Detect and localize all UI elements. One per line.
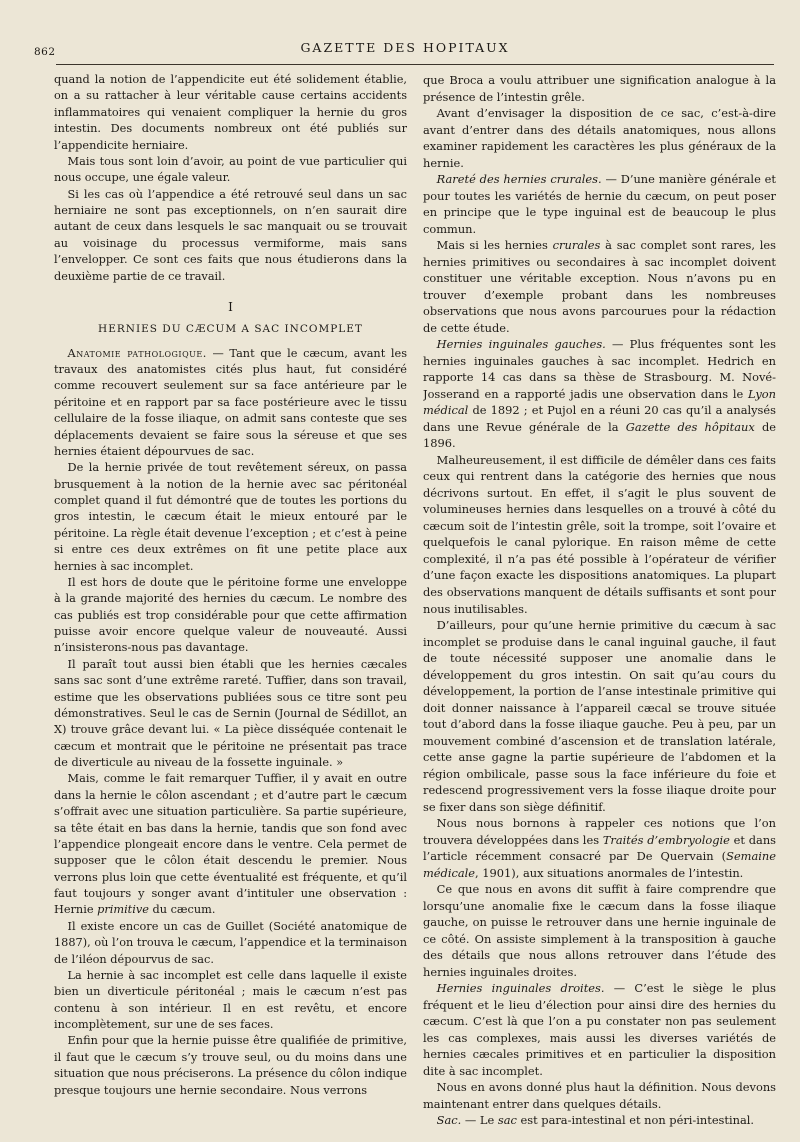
section-title: HERNIES DU CÆCUM A SAC INCOMPLET: [98, 323, 363, 336]
paragraph: Hernies inguinales gauches. — Plus fréquentes sont les hernies inguinales gauches à sac incomplet. Hedrich en rapporte 14 cas dans sa thèse de Strasbourg. M. Nové-Josserand en a rapporté jadis une observation dans le Lyon médical de 1892 ; et Pujol en a réuni 20 cas qu’il a analysés dans une Revue générale de la Gazette des hôpitaux de 1896.: [423, 337, 776, 451]
paragraph: Il paraît tout aussi bien établi que les hernies cæcales sans sac sont d’une extrême rareté. Tuffier, dans son travail, estime que les observations publiées sous ce titre sont peu démonstratives. Seul le cas de Sernin (Journal de Sédillot, an X) trouve grâce devant lui. « La pièce disséquée contenait le cæcum et montrait que le péritoine ne présentait pas trace de diverticule au niveau de la fossette inguinale. »: [54, 657, 407, 769]
section-number: I: [228, 299, 233, 314]
paragraph: Mais, comme le fait remarquer Tuffier, il y avait en outre dans la hernie le côlon ascendant ; et d’autre part le cæcum s’offrait avec une situation particulière. Sa partie supérieure, sa tête était en bas dans la hernie, tandis que son fond avec l’appendice plongeait encore dans le ventre. Cela permet de supposer que le côlon était descendu le premier. Nous verrons plus loin que cette éventualité est fréquente, et qu’il faut toujours y songer avant d’intituler une observation : Hernie primitive du cæcum.: [54, 772, 407, 917]
page-number: 862: [34, 46, 56, 58]
paragraph: Si les cas où l’appendice a été retrouvé seul dans un sac herniaire ne sont pas exceptionnels, on n’en saurait dire autant de ceux dans lesquels le sac manquait ou se trouvait au voisinage du processus vermiforme, mais sans l’envelopper. Ce sont ces faits que nous étudierons dans la deuxième partie de ce travail.: [54, 187, 407, 283]
paragraph: Enfin pour que la hernie puisse être qualifiée de primitive, il faut que le cæcum s’y trouve seul, ou du moins dans une situation que nous préciserons. La présence du côlon indique presque toujours une hernie secondaire. Nous verrons: [54, 1034, 407, 1097]
paragraph: Nous nous bornons à rappeler ces notions que l’on trouvera développées dans les Traités d’embryologie et dans l’article récemment consacré par De Quervain (Semaine médicale, 1901), aux situations anormales de l’intestin.: [423, 816, 776, 880]
paragraph: Anatomie pathologique. — Tant que le cæcum, avant les travaux des anatomistes cités plus haut, fut considéré comme recouvert seulement sur sa face antérieure par le péritoine et en rapport par sa face postérieure avec le tissu cellulaire de la fosse iliaque, on admit sans conteste que ses déplacements devaient se faire sous la séreuse et que ses hernies étaient dépourvues de sac.: [54, 346, 407, 458]
paragraph: Mais si les hernies crurales à sac complet sont rares, les hernies primitives ou secondaires à sac incomplet doivent constituer une véritable exception. Nous n’avons pu en trouver d’exemple probant dans les nombreuses observations que nous avons parcourues pour la rédaction de cette étude.: [423, 238, 776, 335]
paragraph-lead: Anatomie pathologique.: [67, 346, 207, 360]
paragraph: Mais tous sont loin d’avoir, au point de vue particulier qui nous occupe, une égale valeur.: [54, 154, 407, 185]
paragraph: Il est hors de doute que le péritoine forme une enveloppe à la grande majorité des hernies du cæcum. Le nombre des cas publiés est trop considérable pour que cette affirmation puisse avoir encore quelque valeur de nouveauté. Aussi n’insisterons-nous pas davantage.: [54, 575, 407, 655]
paragraph: Il existe encore un cas de Guillet (Société anatomique de 1887), où l’on trouva le cæcum, l’appendice et la terminaison de l’iléon dépourvus de sac.: [54, 919, 407, 966]
paragraph: Hernies inguinales droites. — C’est le siège le plus fréquent et le lieu d’élection pour ainsi dire des hernies du cæcum. C’est là que l’on a pu constater non pas seulement les cas complexes, mais aussi les diverses variétés de hernies cæcales primitives et en particulier la disposition dite à sac incomplet.: [423, 981, 776, 1078]
right-column: [423, 72, 776, 1132]
paragraph-lead: Sac.: [436, 1113, 462, 1128]
paragraph: Ce que nous en avons dit suffit à faire comprendre que lorsqu’une anomalie fixe le cæcum dans la fosse iliaque gauche, on puisse le retrouver dans une hernie inguinale de ce côté. On assiste simplement à la transposition à gauche des détails que nous allons retrouver dans l’étude des hernies inguinales droites.: [423, 882, 776, 979]
journal-title: GAZETTE DES HOPITAUX: [300, 40, 510, 55]
header-rule: [56, 64, 774, 65]
left-column: [54, 72, 407, 1132]
paragraph: D’ailleurs, pour qu’une hernie primitive du cæcum à sac incomplet se produise dans le canal inguinal gauche, il faut de toute nécessité supposer une anomalie dans le développement du gros intestin. On sait qu’au cours du développement, la portion de l’anse intestinale primitive qui doit donner naissance à l’appareil cæcal se trouve située tout d’abord dans la fosse iliaque gauche. Peu à peu, par un mouvement combiné d’ascension et de translation latérale, cette anse gagne la partie supérieure de l’abdomen et la région ombilicale, passe sous la face inférieure du foie et redescend progressivement vers la fosse iliaque droite pour se fixer dans son siège définitif.: [423, 618, 776, 814]
paragraph-lead: Hernies inguinales gauches.: [436, 337, 606, 352]
paragraph: Avant d’envisager la disposition de ce sac, c’est-à-dire avant d’entrer dans des détails anatomiques, nous allons examiner rapidement les caractères les plus généraux de la hernie.: [423, 106, 776, 170]
paragraph: que Broca a voulu attribuer une signification analogue à la présence de l’intestin grêle.: [423, 73, 776, 104]
page-header: [34, 36, 776, 66]
paragraph: La hernie à sac incomplet est celle dans laquelle il existe bien un diverticule péritonéal ; mais le cæcum n’est pas contenu à son intérieur. Il en est revêtu, et encore incomplètement, sur une de ses faces.: [54, 968, 407, 1031]
paragraph-lead: Hernies inguinales droites.: [436, 981, 605, 996]
paragraph: Nous en avons donné plus haut la définition. Nous devons maintenant entrer dans quelques détails.: [423, 1080, 776, 1111]
text-columns: [54, 72, 776, 1132]
paragraph: Rareté des hernies crurales. — D’une manière générale et pour toutes les variétés de hernie du cæcum, on peut poser en principe que le type inguinal est de beaucoup le plus commun.: [423, 172, 776, 236]
paragraph: De la hernie privée de tout revêtement séreux, on passa brusquement à la notion de la hernie avec sac péritonéal complet quand il fut démontré que de toutes les portions du gros intestin, le cæcum était le mieux entouré par le péritoine. La règle était devenue l’exception ; et c’est à peine si entre ces deux extrêmes on fit une petite place aux hernies à sac incomplet.: [54, 461, 407, 573]
paragraph: Sac. — Le sac est para-intestinal et non péri-intestinal.: [436, 1113, 755, 1128]
paragraph-lead: Rareté des hernies crurales.: [436, 172, 602, 187]
paragraph: quand la notion de l’appendicite eut été solidement établie, on a su rattacher à leur véritable cause certains accidents inflammatoires qui venaient compliquer la hernie du gros intestin. Des documents nombreux ont été publiés sur l’appendicite herniaire.: [54, 73, 407, 152]
paragraph: Malheureusement, il est difficile de démêler dans ces faits ceux qui rentrent dans la catégorie des hernies que nous décrivons surtout. En effet, il s’agit le plus souvent de volumineuses hernies dans lesquelles on a trouvé à côté du cæcum soit de l’intestin grêle, soit la trompe, soit l’ovaire et quelquefois le canal pylorique. En raison même de cette complexité, il n’a pas été possible à l’opérateur de vérifier d’une façon exacte les dispositions anatomiques. La plupart des observations manquent de détails suffisants et sont pour nous inutilisables.: [423, 452, 776, 616]
